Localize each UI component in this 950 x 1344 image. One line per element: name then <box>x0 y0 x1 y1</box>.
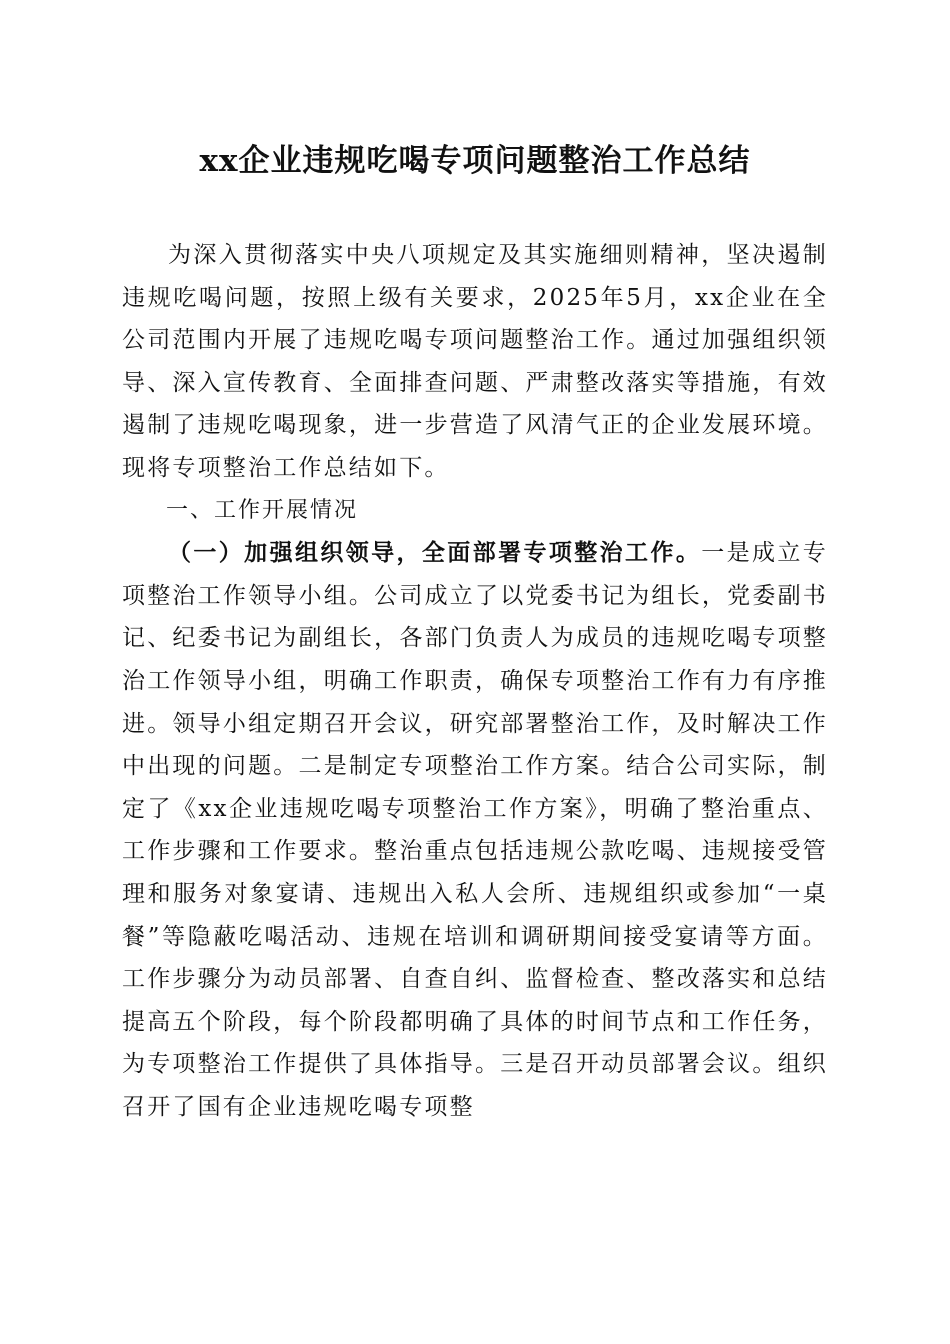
subsection-paragraph <box>122 532 828 1128</box>
subsection-lead: （一）加强组织领导，全面部署专项整治工作。 <box>168 539 702 567</box>
section-heading: 一、工作开展情况 <box>166 497 359 523</box>
document-title: xx企业违规吃喝专项问题整治工作总结 <box>199 143 751 179</box>
document-body <box>122 234 828 1128</box>
intro-paragraph: 为深入贯彻落实中央八项规定及其实施细则精神，坚决遏制违规吃喝问题，按照上级有关要求，2025年5月，xx企业在全公司范围内开展了违规吃喝专项问题整治工作。通过加强组织领导、深入宣传教育、全面排查问题、严肃整改落实等措施，有效遏制了违规吃喝现象，进一步营造了风清气正的企业发展环境。现将专项整治工作总结如下。 <box>122 242 828 481</box>
subsection-body: 一是成立专项整治工作领导小组。公司成立了以党委书记为组长，党委副书记、纪委书记为副组长，各部门负责人为成员的违规吃喝专项整治工作领导小组，明确工作职责，确保专项整治工作有力有序推进。领导小组定期召开会议，研究部署整治工作，及时解决工作中出现的问题。二是制定专项整治工作方案。结合公司实际，制定了《xx企业违规吃喝专项整治工作方案》，明确了整治重点、工作步骤和工作要求。整治重点包括违规公款吃喝、违规接受管理和服务对象宴请、违规出入私人会所、违规组织或参加“一桌餐”等隐蔽吃喝活动、违规在培训和调研期间接受宴请等方面。工作步骤分为动员部署、自查自纠、监督检查、整改落实和总结提高五个阶段，每个阶段都明确了具体的时间节点和工作任务，为专项整治工作提供了具体指导。三是召开动员部署会议。组织召开了国有企业违规吃喝专项整 <box>122 540 829 1120</box>
